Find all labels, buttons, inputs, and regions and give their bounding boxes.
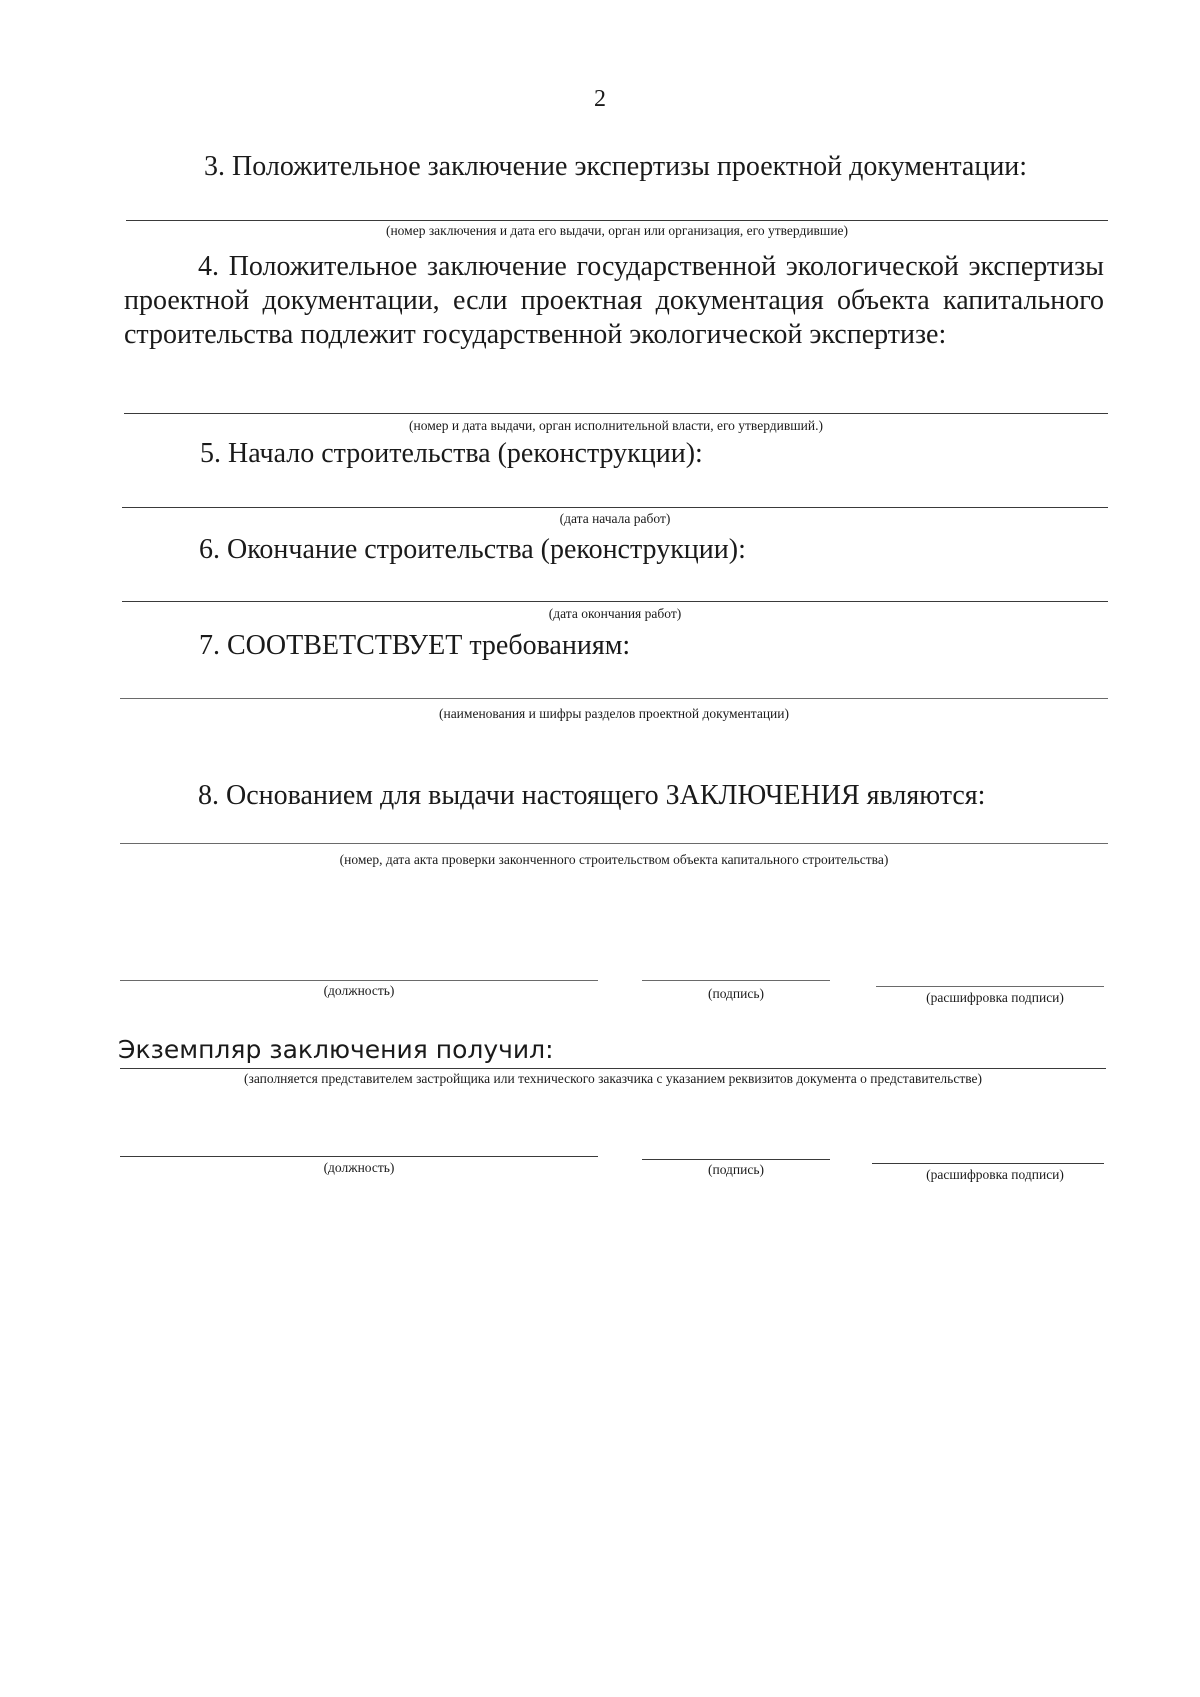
section-7-fill-line bbox=[120, 698, 1108, 699]
signature-2-signature-caption: (подпись) bbox=[707, 1162, 765, 1177]
section-5-fill-line bbox=[122, 507, 1108, 508]
section-4-fill-line bbox=[124, 413, 1108, 414]
section-4-caption: (номер и дата выдачи, орган исполнительной власти, его утвердивший.) bbox=[409, 418, 823, 433]
signature-2-decoding-caption: (расшифровка подписи) bbox=[926, 1167, 1064, 1182]
section-6-heading: 6. Окончание строительства (реконструкции): bbox=[199, 534, 746, 565]
section-6-caption: (дата окончания работ) bbox=[548, 606, 682, 621]
section-4-text: 4. Положительное заключение государственной экологической экспертизы проектной документации, если проектная документация объекта капитального строительства подлежит государственной экологической экспертизе: bbox=[124, 251, 1104, 350]
signature-1-signature-line bbox=[642, 980, 830, 981]
signature-1-decoding-line bbox=[876, 986, 1104, 987]
signature-1-decoding-caption: (расшифровка подписи) bbox=[926, 990, 1064, 1005]
section-8-fill-line bbox=[120, 843, 1108, 844]
signature-1-position-line bbox=[120, 980, 598, 981]
signature-2-position-caption: (должность) bbox=[323, 1160, 395, 1175]
section-5-caption: (дата начала работ) bbox=[559, 511, 671, 526]
signature-1-signature-caption: (подпись) bbox=[707, 986, 765, 1001]
section-3-heading: 3. Положительное заключение экспертизы проектной документации: bbox=[204, 151, 1028, 182]
section-6-fill-line bbox=[122, 601, 1108, 602]
section-4-paragraph bbox=[124, 250, 1104, 352]
section-7-caption: (наименования и шифры разделов проектной документации) bbox=[438, 706, 790, 721]
copy-received-fill-line bbox=[120, 1068, 1106, 1069]
section-5-heading: 5. Начало строительства (реконструкции): bbox=[200, 438, 703, 469]
signature-2-signature-line bbox=[642, 1159, 830, 1160]
section-7-heading: 7. СООТВЕТСТВУЕТ требованиям: bbox=[199, 630, 631, 661]
section-8-heading: 8. Основанием для выдачи настоящего ЗАКЛЮЧЕНИЯ являются: bbox=[198, 780, 986, 811]
section-3-fill-line bbox=[126, 220, 1108, 221]
section-8-caption: (номер, дата акта проверки законченного строительством объекта капитального строительства) bbox=[339, 852, 889, 867]
copy-received-heading: Экземпляр заключения получил: bbox=[118, 1035, 554, 1064]
signature-2-position-line bbox=[120, 1156, 598, 1157]
section-3-caption: (номер заключения и дата его выдачи, орган или организация, его утвердившие) bbox=[385, 223, 849, 238]
signature-1-position-caption: (должность) bbox=[323, 983, 395, 998]
signature-2-decoding-line bbox=[872, 1163, 1104, 1164]
page-number: 2 bbox=[594, 86, 606, 112]
copy-received-caption: (заполняется представителем застройщика или технического заказчика с указанием реквизитов документа о представительстве) bbox=[244, 1071, 982, 1086]
